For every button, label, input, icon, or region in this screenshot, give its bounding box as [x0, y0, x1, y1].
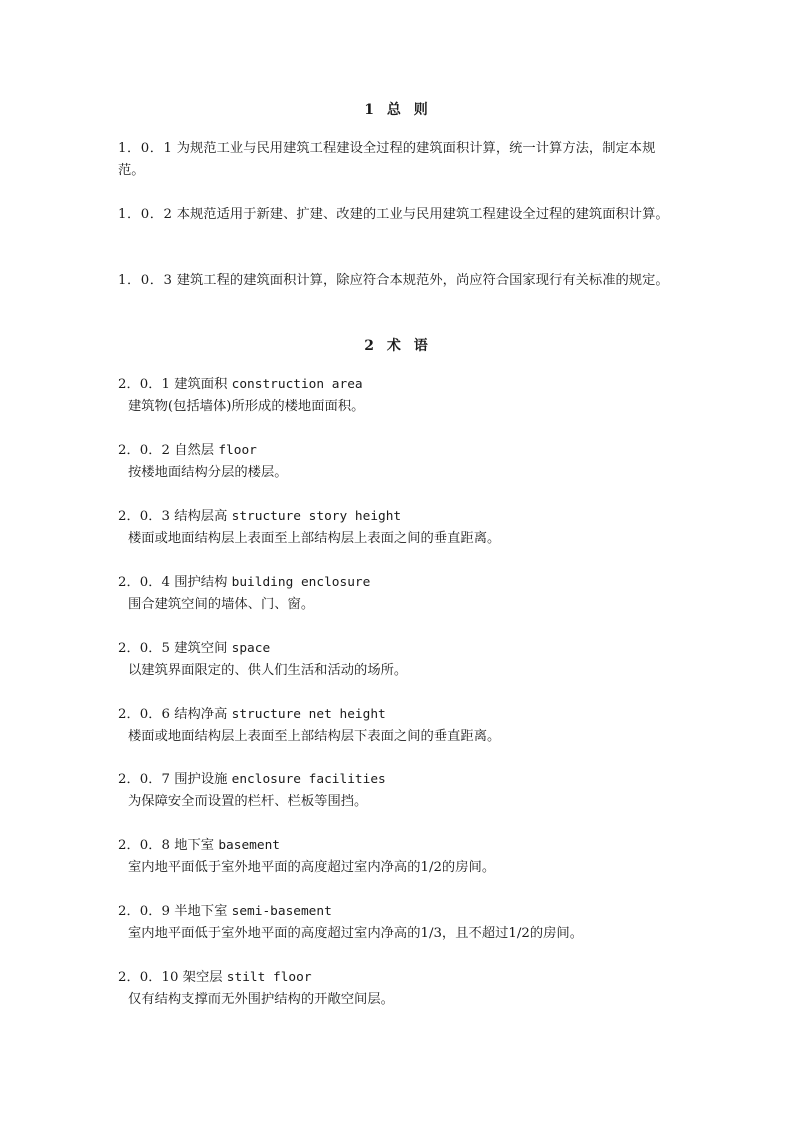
term-heading [118, 374, 678, 396]
clause-text: 本规范适用于新建、扩建、改建的工业与民用建筑工程建设全过程的建筑面积计算。 [176, 207, 669, 222]
term-number: 2．0．7 [118, 772, 170, 787]
chapter-2-title: 2 术 语 [364, 338, 432, 354]
term-cn: 地下室 [174, 838, 215, 853]
term-heading [118, 572, 678, 594]
clause-1-0-1 [118, 138, 678, 182]
term-definition: 楼面或地面结构层上表面至上部结构层上表面之间的垂直距离。 [128, 531, 501, 546]
term-heading [118, 638, 678, 660]
term-2-0-1 [118, 374, 678, 418]
term-2-0-8 [118, 835, 678, 879]
term-cn: 自然层 [174, 443, 215, 458]
term-definition: 楼面或地面结构层上表面至上部结构层下表面之间的垂直距离。 [128, 729, 501, 744]
term-en: stilt floor [226, 970, 312, 985]
term-number: 2．0．5 [118, 641, 170, 656]
term-heading [118, 901, 678, 923]
term-number: 2．0．10 [118, 970, 179, 985]
term-cn: 半地下室 [174, 904, 228, 919]
term-heading [118, 835, 678, 857]
term-number: 2．0．1 [118, 377, 170, 392]
term-definition: 围合建筑空间的墙体、门、窗。 [128, 597, 315, 612]
term-2-0-7 [118, 769, 678, 813]
term-en: floor [218, 443, 257, 458]
term-2-0-2 [118, 440, 678, 484]
term-definition: 室内地平面低于室外地平面的高度超过室内净高的1/3，且不超过1/2的房间。 [128, 926, 584, 941]
term-definition: 以建筑界面限定的、供人们生活和活动的场所。 [128, 663, 408, 678]
term-number: 2．0．6 [118, 707, 170, 722]
term-cn: 建筑面积 [174, 377, 228, 392]
term-en: structure story height [231, 509, 402, 524]
term-2-0-6 [118, 704, 678, 748]
term-number: 2．0．3 [118, 509, 170, 524]
term-2-0-4 [118, 572, 678, 616]
clause-number: 1．0．3 [118, 273, 173, 288]
clause-text: 为规范工业与民用建筑工程建设全过程的建筑面积计算，统一计算方法，制定本规范。 [118, 141, 656, 178]
term-en: structure net height [231, 707, 386, 722]
clause-number: 1．0．1 [118, 141, 173, 156]
term-heading [118, 440, 678, 462]
chapter-1-title: 1 总 则 [364, 102, 432, 118]
term-en: building enclosure [231, 575, 371, 590]
term-heading [118, 769, 678, 791]
term-definition: 建筑物(包括墙体)所形成的楼地面面积。 [128, 399, 365, 414]
clause-1-0-2 [118, 204, 678, 226]
term-2-0-10 [118, 967, 678, 1011]
term-en: space [231, 641, 271, 656]
term-cn: 围护设施 [174, 772, 228, 787]
term-2-0-9 [118, 901, 678, 945]
term-heading [118, 506, 678, 528]
clause-text: 建筑工程的建筑面积计算，除应符合本规范外，尚应符合国家现行有关标准的规定。 [176, 273, 669, 288]
term-en: semi-basement [231, 904, 332, 919]
clause-1-0-3 [118, 270, 678, 292]
term-cn: 围护结构 [174, 575, 228, 590]
term-cn: 结构层高 [174, 509, 228, 524]
term-en: basement [218, 838, 280, 853]
term-definition: 室内地平面低于室外地平面的高度超过室内净高的1/2的房间。 [128, 860, 496, 875]
term-definition: 为保障安全而设置的栏杆、栏板等围挡。 [128, 794, 368, 809]
term-en: construction area [231, 377, 363, 392]
term-heading [118, 704, 678, 726]
term-number: 2．0．8 [118, 838, 170, 853]
term-number: 2．0．4 [118, 575, 170, 590]
clause-number: 1．0．2 [118, 207, 173, 222]
term-cn: 结构净高 [174, 707, 228, 722]
term-cn: 建筑空间 [174, 641, 228, 656]
term-heading [118, 967, 678, 989]
term-number: 2．0．2 [118, 443, 170, 458]
term-en: enclosure facilities [231, 772, 386, 787]
term-cn: 架空层 [182, 970, 223, 985]
term-2-0-3 [118, 506, 678, 550]
term-number: 2．0．9 [118, 904, 170, 919]
term-definition: 按楼地面结构分层的楼层。 [128, 465, 288, 480]
term-2-0-5 [118, 638, 678, 682]
term-definition: 仅有结构支撑而无外围护结构的开敞空间层。 [128, 992, 394, 1007]
